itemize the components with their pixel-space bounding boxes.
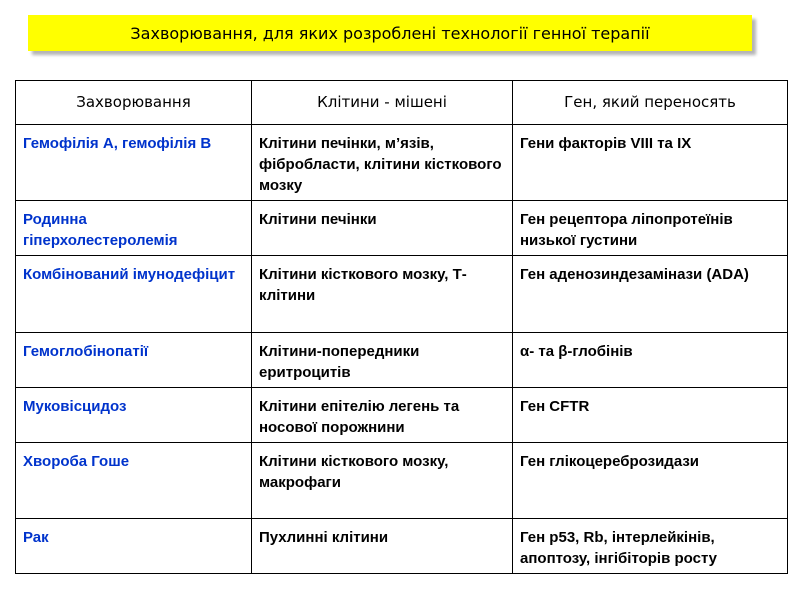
disease-cell: Муковісцидоз	[16, 388, 252, 443]
gene-cell: Ген глікоцереброзидази	[513, 443, 788, 519]
disease-cell: Гемофілія А, гемофілія В	[16, 125, 252, 201]
disease-cell: Хвороба Гоше	[16, 443, 252, 519]
table-row	[16, 333, 788, 388]
gene-cell: Ген CFTR	[513, 388, 788, 443]
gene-cell: Ген аденозиндезамінази (ADA)	[513, 256, 788, 333]
table-row	[16, 201, 788, 256]
header-disease: Захворювання	[16, 81, 252, 125]
table-row	[16, 388, 788, 443]
table-row	[16, 256, 788, 333]
target-cells-cell: Клітини епітелію легень та носової порожнини	[252, 388, 513, 443]
gene-cell: Ген рецептора ліпопротеїнів низької густини	[513, 201, 788, 256]
target-cells-cell: Клітини кісткового мозку, макрофаги	[252, 443, 513, 519]
target-cells-cell: Клітини кісткового мозку, Т-клітини	[252, 256, 513, 333]
title-banner	[28, 15, 752, 51]
header-target-cells: Клітини - мішені	[252, 81, 513, 125]
disease-cell: Гемоглобінопатії	[16, 333, 252, 388]
gene-cell: α- та β-глобінів	[513, 333, 788, 388]
table-header-row	[16, 81, 788, 125]
table-row	[16, 443, 788, 519]
gene-therapy-table	[15, 80, 788, 574]
target-cells-cell: Пухлинні клітини	[252, 519, 513, 574]
table-row	[16, 519, 788, 574]
gene-cell: Гени факторів VIII та IX	[513, 125, 788, 201]
gene-cell: Ген p53, Rb, інтерлейкінів, апоптозу, інгібіторів росту	[513, 519, 788, 574]
target-cells-cell: Клітини печінки, м’язів, фібробласти, клітини кісткового мозку	[252, 125, 513, 201]
header-gene: Ген, який переносять	[513, 81, 788, 125]
disease-cell: Рак	[16, 519, 252, 574]
target-cells-cell: Клітини-попередники еритроцитів	[252, 333, 513, 388]
table-row	[16, 125, 788, 201]
disease-cell: Родинна гіперхолестеролемія	[16, 201, 252, 256]
disease-cell: Комбінований імунодефіцит	[16, 256, 252, 333]
target-cells-cell: Клітини печінки	[252, 201, 513, 256]
page-title: Захворювання, для яких розроблені технології генної терапії	[130, 23, 650, 43]
